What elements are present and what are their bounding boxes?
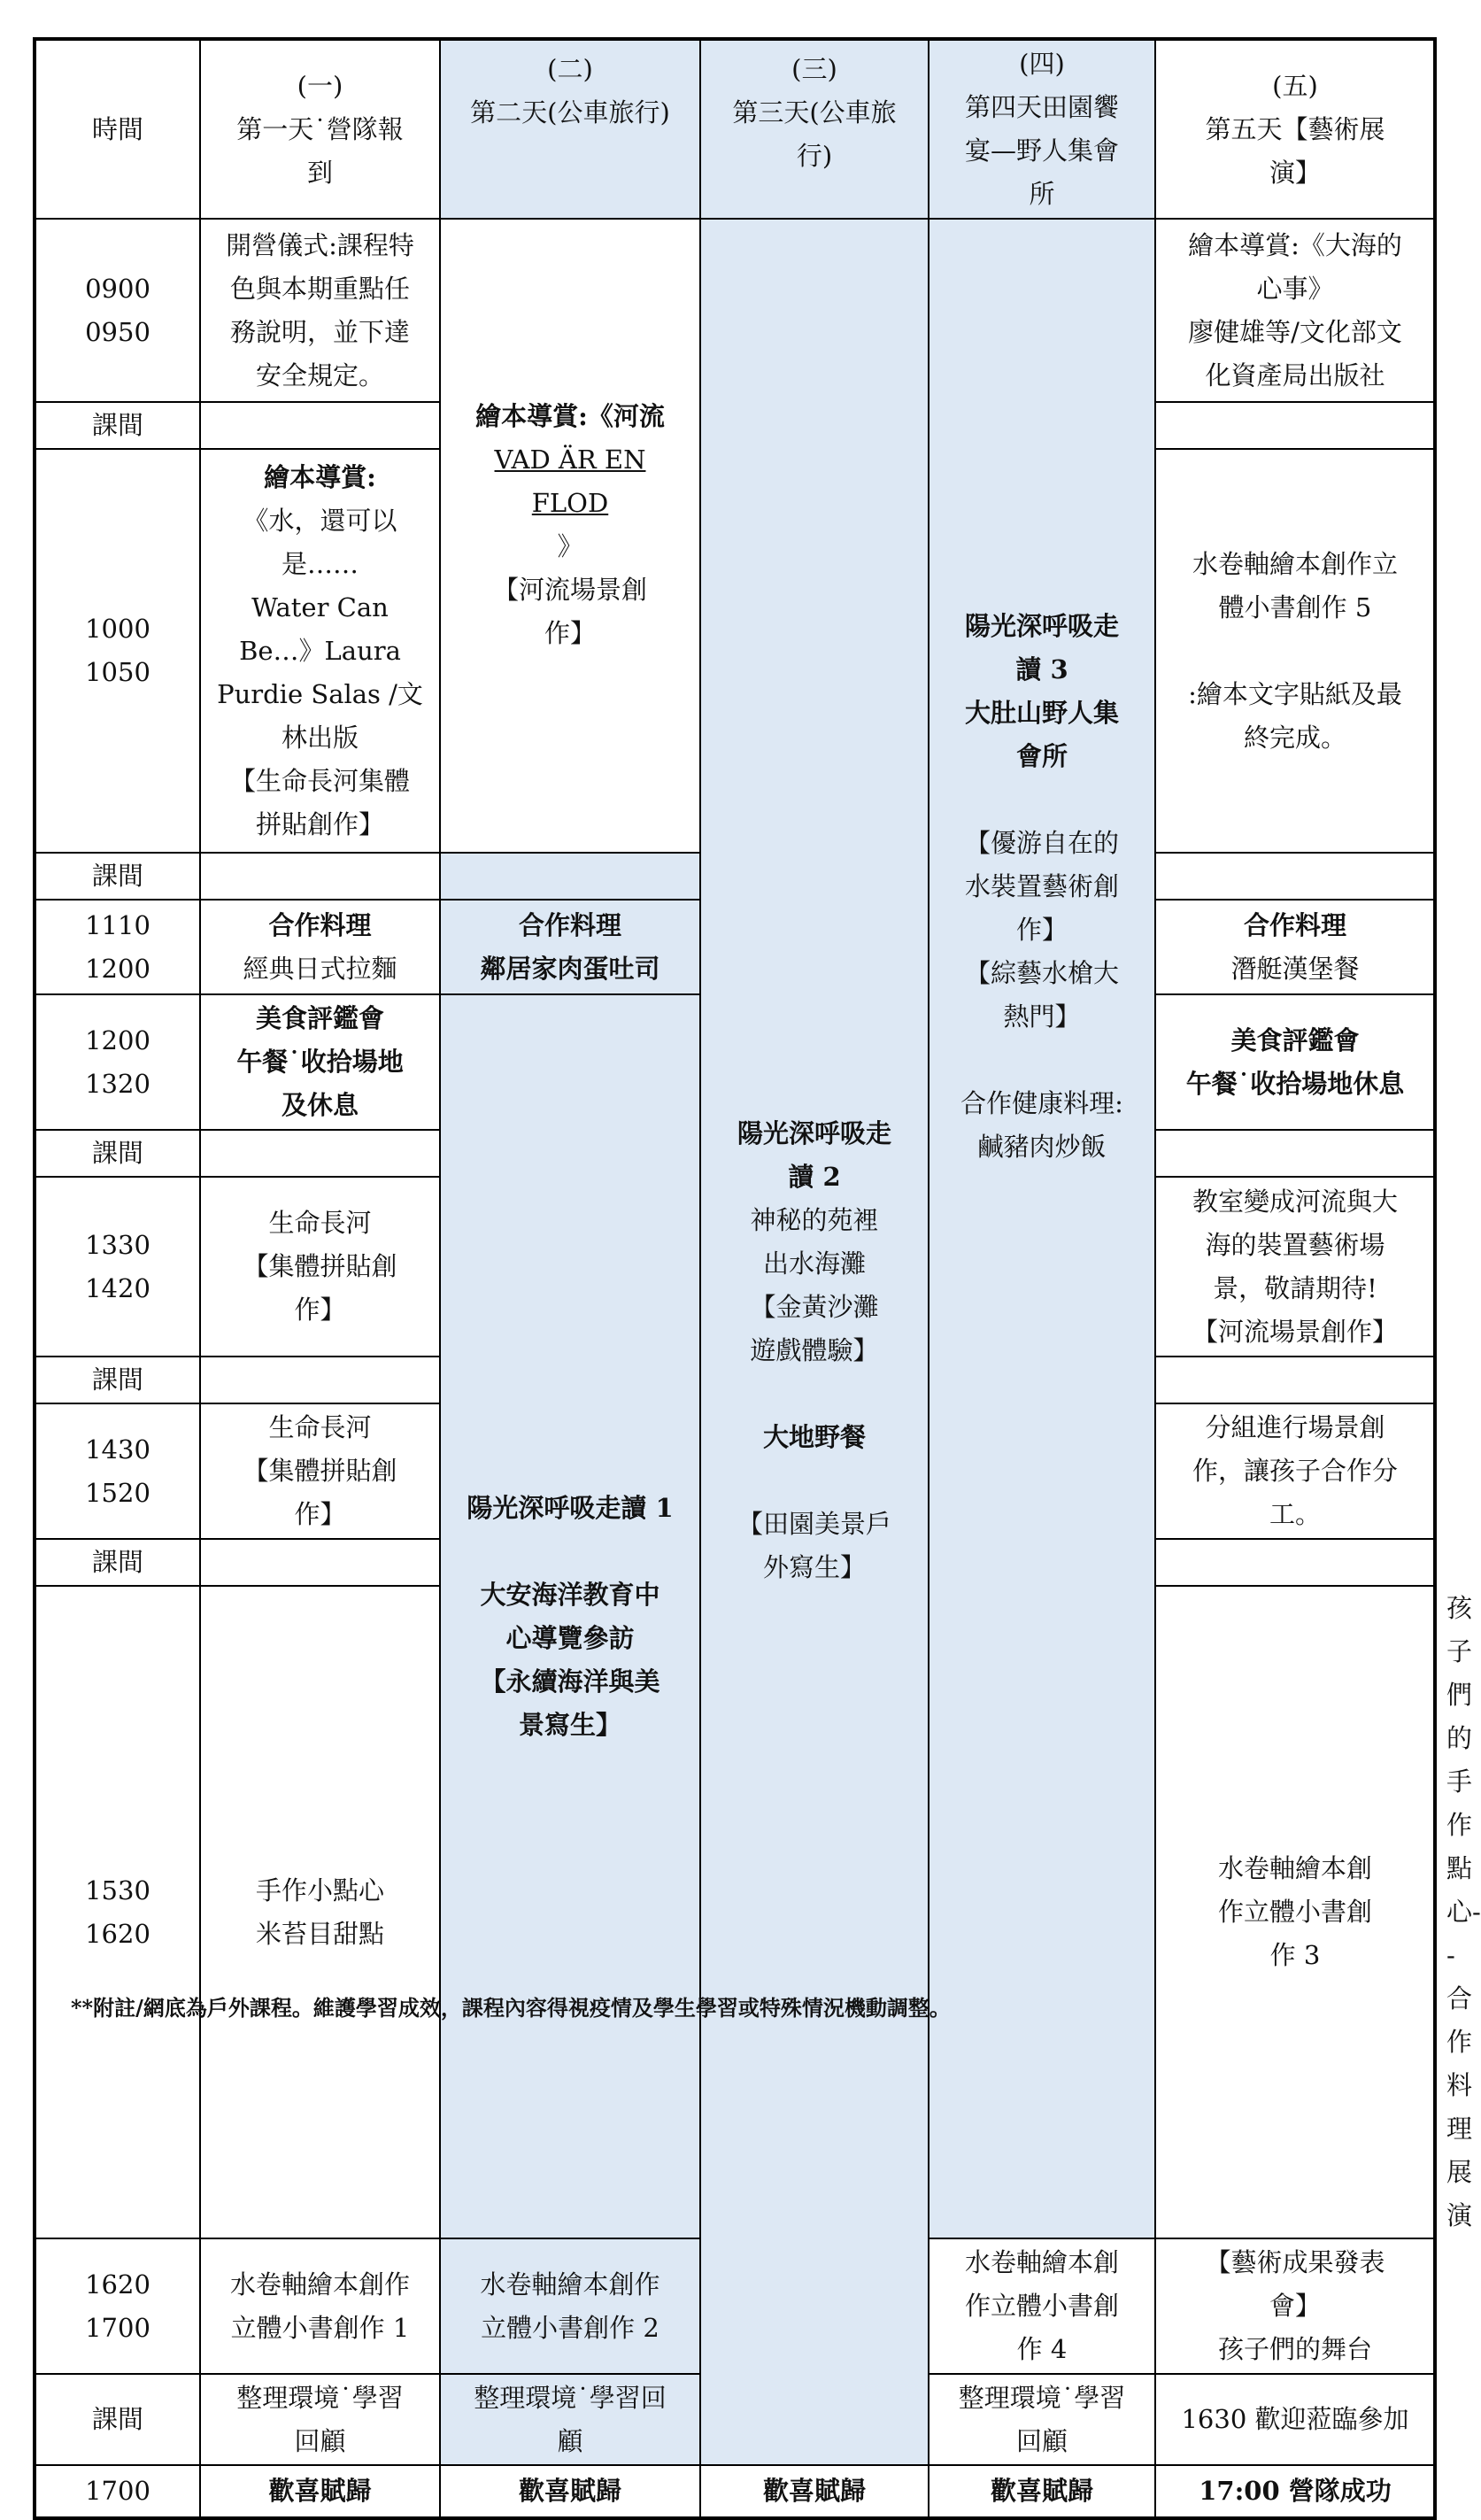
- empty-cell: [200, 402, 440, 449]
- text-line: 水卷軸繪本創作: [480, 2269, 660, 2300]
- text-line: 【集體拼貼創: [243, 1251, 397, 1281]
- text-line: 生命長河: [268, 1412, 372, 1442]
- text-line: 午餐˙收拾場地: [236, 1047, 404, 1077]
- time-cell: [35, 994, 200, 1130]
- text-line: 美食評鑑會: [255, 1003, 384, 1033]
- text-line: 讀 3: [1015, 654, 1068, 684]
- time-end: 1050: [85, 657, 150, 687]
- break-label: 課間: [35, 402, 200, 449]
- header-day4-line: 第四天田園饗: [964, 92, 1119, 122]
- day5-classroom: [1155, 1177, 1435, 1357]
- text-line: 分組進行場景創: [1205, 1412, 1385, 1442]
- day1-review: [200, 2374, 440, 2465]
- header-day4-line: 宴—野人集會: [964, 135, 1119, 166]
- break-label: 課間: [35, 853, 200, 900]
- header-day1-line: 到: [306, 157, 333, 188]
- day1-river1: [200, 1177, 440, 1357]
- text-line: 經典日式拉麵: [243, 953, 397, 984]
- text-line: 陽光深呼吸走讀 1: [467, 1492, 674, 1523]
- day5-lunch: [1155, 994, 1435, 1130]
- text-line: 拼貼創作】: [255, 808, 384, 839]
- header-day3-line: 行): [796, 141, 833, 171]
- text-line: 米苔目甜點: [255, 1918, 384, 1949]
- text-line: 外寫生】: [762, 1552, 866, 1582]
- text-line: 合作健康料理:: [960, 1088, 1123, 1118]
- day1-opening: [200, 219, 440, 402]
- empty-cell: [200, 1130, 440, 1177]
- time-end: 1520: [85, 1477, 150, 1508]
- text-line: :繪本文字貼紙及最: [1188, 678, 1402, 709]
- day3-walk: [700, 219, 929, 2465]
- text-line: 大肚山野人集: [964, 698, 1119, 728]
- text-line: 作，讓孩子合作分: [1192, 1456, 1398, 1486]
- text-line: 出水海灘: [762, 1248, 866, 1279]
- empty-cell: [1155, 1357, 1435, 1403]
- break-label: 課間: [35, 1357, 200, 1403]
- day5-welcome: 1630 歡迎蒞臨參加: [1155, 2374, 1435, 2465]
- header-day5-line: 演】: [1269, 157, 1321, 188]
- row-1700: [35, 2465, 1435, 2518]
- day2-walk: [440, 994, 700, 2238]
- day4-review: [929, 2374, 1155, 2465]
- text-line: 作】: [544, 618, 596, 648]
- text-line: FLOD: [531, 488, 609, 518]
- text-line: 鄰居家肉蛋吐司: [480, 953, 660, 984]
- text-line: 是……: [281, 548, 359, 579]
- day1-cooking: [200, 900, 440, 994]
- text-line: VAD ÄR EN: [494, 444, 646, 475]
- time-cell: [35, 219, 200, 402]
- text-line: 繪本導賞:《河流: [475, 401, 665, 431]
- text-line: 務說明，並下達: [229, 316, 410, 347]
- text-line: 整理環境˙學習: [236, 2382, 404, 2413]
- day2-scroll: [440, 2238, 700, 2374]
- spacer: [712, 1372, 917, 1416]
- text-line: 鹹豬肉炒飯: [977, 1132, 1107, 1162]
- header-day3-line: 第三天(公車旅: [732, 97, 897, 128]
- header-day5-line: (五): [1272, 70, 1318, 101]
- spacer: [940, 778, 1144, 822]
- time-end: 1620: [85, 1918, 150, 1949]
- time-cell: 1700: [35, 2465, 200, 2518]
- text-line: 【河流場景創: [492, 575, 647, 605]
- text-line: 教室變成河流與大: [1192, 1186, 1398, 1217]
- text-line: 繪本導賞:: [264, 461, 376, 492]
- empty-cell: [1155, 1130, 1435, 1177]
- time-cell: [35, 449, 200, 853]
- text-line: 繪本導賞:《大海的: [1188, 229, 1402, 260]
- text-line: 合作料理: [518, 909, 621, 940]
- text-line: 神秘的苑裡: [750, 1205, 879, 1235]
- text-line: 大地野餐: [762, 1422, 866, 1452]
- day4-walk: [929, 219, 1155, 2238]
- header-day4: [929, 39, 1155, 219]
- text-line: Be…》Laura: [239, 635, 401, 666]
- day5-closing: 17:00 營隊成功: [1155, 2465, 1435, 2518]
- empty-cell: [1155, 402, 1435, 449]
- text-line: 美食評鑑會: [1230, 1024, 1360, 1055]
- text-line: 水卷軸繪本創: [964, 2247, 1119, 2277]
- text-line: 【金黃沙灘: [750, 1292, 879, 1322]
- text-line: 終完成。: [1243, 722, 1346, 753]
- header-day2: [440, 39, 700, 219]
- empty-cell: [200, 1357, 440, 1403]
- text-line: 手作小點心: [255, 1875, 384, 1905]
- time-end: 1200: [85, 953, 150, 984]
- text-line: 海的裝置藝術場: [1205, 1229, 1385, 1260]
- text-line: 熱門】: [1003, 1001, 1081, 1032]
- text-line: 孩子們的舞台: [1217, 2334, 1372, 2364]
- header-day1: [200, 39, 440, 219]
- text-line: 【綜藝水槍大: [964, 958, 1119, 988]
- text-line: 化資產局出版社: [1205, 359, 1385, 390]
- header-day1-line: 第一天˙營隊報: [236, 113, 404, 144]
- text-line: 生命長河: [268, 1208, 372, 1238]
- day5-scroll5: [1155, 449, 1435, 853]
- header-day2-line: 第二天(公車旅行): [470, 97, 670, 128]
- text-line: 讀 2: [788, 1162, 841, 1192]
- day2-review: [440, 2374, 700, 2465]
- time-start: 1430: [85, 1434, 150, 1465]
- empty-cell: [1155, 853, 1435, 900]
- header-day4-line: (四): [1019, 49, 1065, 79]
- time-start: 1110: [85, 909, 150, 940]
- header-day5-line: 第五天【藝術展: [1205, 113, 1385, 144]
- text-line: Water Can: [251, 591, 389, 622]
- text-line: 【藝術成果發表: [1205, 2247, 1385, 2277]
- break-label: 課間: [35, 2374, 200, 2465]
- text-line: 安全規定。: [255, 359, 384, 390]
- empty-cell: [1155, 1539, 1435, 1586]
- text-line: 作 3: [1269, 1940, 1321, 1970]
- text-line: 水卷軸繪本創作立: [1192, 548, 1398, 579]
- day3-farewell: 歡喜賦歸: [700, 2465, 929, 2518]
- time-start: 1530: [85, 1875, 150, 1905]
- day1-lunch: [200, 994, 440, 1130]
- text-line: 大安海洋教育中: [480, 1579, 660, 1610]
- text-line: 水卷軸繪本創: [1217, 1853, 1372, 1883]
- day1-picturebook: [200, 449, 440, 853]
- spacer: [451, 1530, 689, 1573]
- empty-cell: [200, 1539, 440, 1586]
- day2-farewell: 歡喜賦歸: [440, 2465, 700, 2518]
- text-line: 開營儀式:課程特: [226, 229, 414, 260]
- time-end: 1320: [85, 1068, 150, 1099]
- header-day4-line: 所: [1029, 179, 1055, 209]
- header-day3-line: (三): [791, 54, 837, 84]
- text-line: 回顧: [294, 2425, 346, 2456]
- row-1530: 1530 1620 手作小點心 米苔目甜點 水卷軸繪本創 作立體小書創 作 3 孩子們的手作點心- -合作料理展演: [35, 1586, 1435, 2238]
- time-end: 1700: [85, 2312, 150, 2343]
- text-line: 【田園美景戶: [737, 1509, 891, 1539]
- day5-picturebook: [1155, 219, 1435, 402]
- header-time: 時間: [35, 39, 200, 219]
- spacer: [712, 1459, 917, 1503]
- schedule-table: [33, 37, 1481, 2520]
- day2-picturebook: [440, 219, 700, 853]
- footnote: **附註/網底為戶外課程。維護學習成效，課程內容得視疫情及學生學習或特殊情況機動調整。: [71, 1995, 951, 2021]
- header-day2-line: (二): [547, 54, 593, 84]
- break-label: 課間: [35, 1130, 200, 1177]
- text-line: Purdie Salas /文: [217, 678, 423, 709]
- time-cell: [35, 1403, 200, 1539]
- text-line: 整理環境˙學習回: [474, 2382, 667, 2413]
- header-day1-line: (一): [297, 70, 343, 101]
- text-line: 作 4: [1016, 2334, 1068, 2364]
- day5-showcase: [1155, 2238, 1435, 2374]
- empty-cell: [440, 853, 700, 900]
- spacer: [1167, 630, 1423, 673]
- time-start: 1620: [85, 2269, 150, 2300]
- text-line: 林出版: [281, 722, 359, 753]
- text-line: 潛艇漢堡餐: [1230, 953, 1360, 984]
- day5-groups: [1155, 1403, 1435, 1539]
- text-line: 合作料理: [268, 909, 372, 940]
- header-row: [35, 39, 1435, 219]
- text-line: 水卷軸繪本創作: [229, 2269, 410, 2300]
- text-line: 立體小書創作 2: [481, 2312, 660, 2343]
- text-line: 會所: [1015, 741, 1068, 771]
- time-cell: [35, 2238, 200, 2374]
- text-line: 整理環境˙學習: [958, 2382, 1126, 2413]
- text-line: 顧: [557, 2425, 583, 2456]
- day1-snack: [200, 1586, 440, 2238]
- time-start: 1330: [85, 1229, 150, 1260]
- text-line: 》: [557, 531, 583, 561]
- header-day5: [1155, 39, 1435, 219]
- spacer: [940, 1039, 1144, 1082]
- break-label: 課間: [35, 1539, 200, 1586]
- time-start: 1200: [85, 1024, 150, 1055]
- text-line: 合作料理: [1243, 909, 1346, 940]
- text-line: 遊戲體驗】: [750, 1335, 879, 1365]
- row-0900: [35, 219, 1435, 402]
- text-line: 作立體小書創: [1217, 1897, 1372, 1927]
- text-line: 景寫生】: [518, 1709, 621, 1740]
- text-line: 會】: [1269, 2291, 1321, 2321]
- text-line: 【河流場景創作】: [1192, 1316, 1398, 1347]
- text-line: 心事》: [1256, 273, 1334, 304]
- empty-cell: [200, 853, 440, 900]
- text-line: 【優游自在的: [964, 828, 1119, 858]
- text-line: 【永續海洋與美: [480, 1666, 660, 1697]
- text-line: 作】: [1015, 915, 1068, 945]
- text-line: 《水，還可以: [243, 505, 397, 536]
- text-line: 體小書創作 5: [1218, 591, 1372, 622]
- text-line: 景，敬請期待!: [1213, 1272, 1377, 1303]
- time-cell: [35, 900, 200, 994]
- text-line: 心導覽參訪: [505, 1622, 635, 1653]
- text-line: 廖健雄等/文化部文: [1188, 316, 1402, 347]
- text-line: 立體小書創作 1: [230, 2312, 410, 2343]
- text-line: 陽光深呼吸走: [737, 1118, 891, 1148]
- text-line: 回顧: [1015, 2425, 1068, 2456]
- text-line: 及休息: [281, 1090, 359, 1120]
- day5-cooking: [1155, 900, 1435, 994]
- day1-scroll: [200, 2238, 440, 2374]
- time-start: 1000: [85, 614, 150, 644]
- day4-scroll3: [1155, 1586, 1435, 2238]
- text-line: 作】: [294, 1499, 346, 1529]
- day2-cooking: [440, 900, 700, 994]
- time-start: 0900: [85, 273, 150, 304]
- day1-farewell: 歡喜賦歸: [200, 2465, 440, 2518]
- text-line: 色與本期重點任: [229, 273, 410, 304]
- text-line: 水裝置藝術創: [964, 871, 1119, 901]
- text-line: 作立體小書創: [964, 2291, 1119, 2321]
- day4-scroll4: [929, 2238, 1155, 2374]
- text-line: 作】: [294, 1295, 346, 1325]
- time-cell: [35, 1586, 200, 2238]
- time-cell: [35, 1177, 200, 1357]
- day4-farewell: 歡喜賦歸: [929, 2465, 1155, 2518]
- text-line: 工。: [1269, 1499, 1321, 1529]
- day1-river2: [200, 1403, 440, 1539]
- header-day3: [700, 39, 929, 219]
- text-line: 【集體拼貼創: [243, 1456, 397, 1486]
- text-line: 午餐˙收拾場地休息: [1185, 1068, 1405, 1099]
- text-line: 【生命長河集體: [229, 765, 410, 796]
- time-end: 1420: [85, 1272, 150, 1303]
- time-end: 0950: [85, 316, 150, 347]
- text-line: 陽光深呼吸走: [964, 611, 1119, 641]
